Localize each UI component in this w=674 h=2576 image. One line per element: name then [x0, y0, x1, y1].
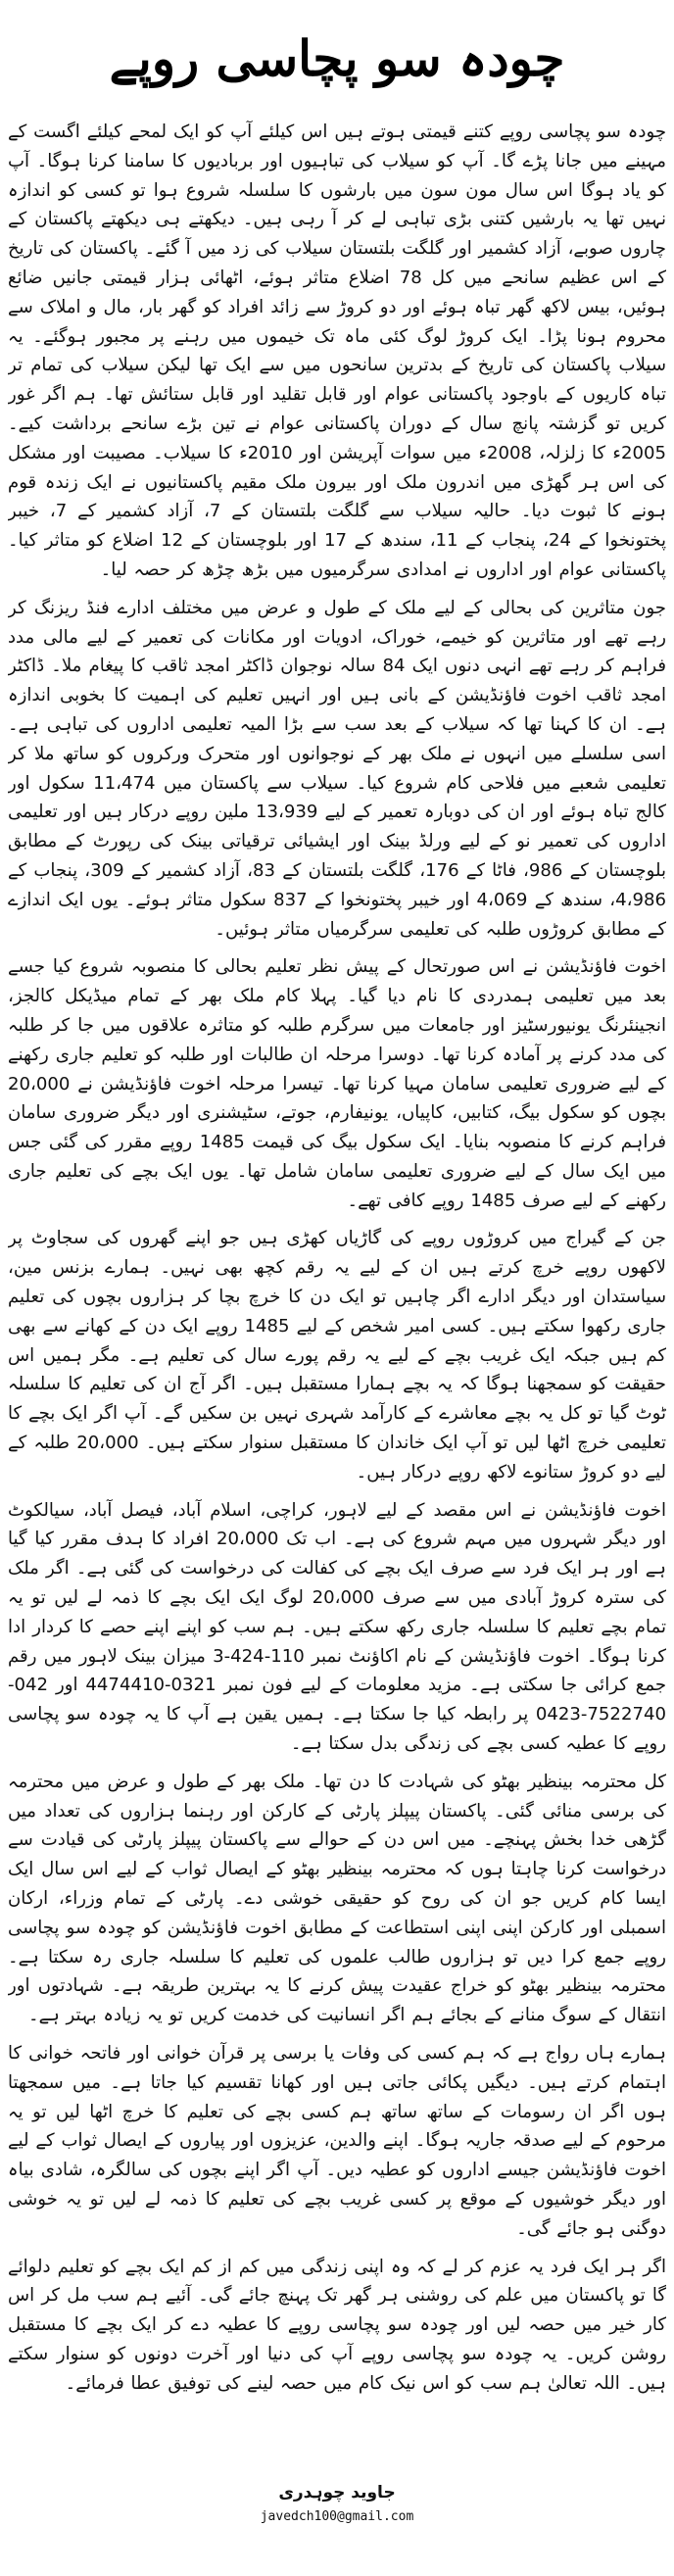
- page-title: چودہ سو پچاسی روپے: [109, 29, 565, 87]
- article-body: [8, 118, 666, 2474]
- article-paragraph: جن کے گیراج میں کروڑوں روپے کی گاڑیاں کھڑی ہیں جو اپنے گھروں کی سجاوٹ پر لاکھوں روپے خرچ کرتے ہیں ان کے لیے یہ رقم کچھ بھی نہیں۔ ہمارے بزنس مین، سیاستدان اور دیگر ادارے اگر چاہیں تو ایک دن کا خرچ بچا کر ہزاروں بچوں کی تعلیم جاری رکھوا سکتے ہیں۔ کسی امیر شخص کے لیے 1485 روپے ایک دن کے کھانے سے بھی کم ہیں جبکہ ایک غریب بچے کے لیے یہ رقم پورے سال کی تعلیم ہے۔ مگر ہمیں اس حقیقت کو سمجھنا ہوگا کہ یہ بچے ہمارا مستقبل ہیں۔ اگر آج ان کی تعلیم کا سلسلہ ٹوٹ گیا تو کل یہ بچے معاشرے کے کارآمد شہری نہیں بن سکیں گے۔ آپ اگر ایک بچے کا تعلیمی خرچ اٹھا لیں تو آپ ایک خاندان کا مستقبل سنوار سکتے ہیں۔ 20،000 طلبہ کے لیے دو کروڑ ستانوے لاکھ روپے درکار ہیں۔: [8, 1228, 666, 1482]
- article-paragraph: چودہ سو پچاسی روپے کتنے قیمتی ہوتے ہیں اس کیلئے آپ کو ایک لمحے کیلئے اگست کے مہینے میں جانا پڑے گا۔ آپ کو سیلاب کی تباہیوں اور بربادیوں کا سامنا کرنا ہوگا۔ آپ کو یاد ہوگا اس سال مون سون میں بارشوں کا سلسلہ شروع ہوا تو کسی کو اندازہ نہیں تھا یہ بارشیں کتنی بڑی تباہی لے کر آ رہی ہیں۔ دیکھتے ہی دیکھتے پاکستان کے چاروں صوبے، آزاد کشمیر اور گلگت بلتستان سیلاب کی زد میں آ گئے۔ پاکستان کی تاریخ کے اس عظیم سانحے میں کل 78 اضلاع متاثر ہوئے، اٹھائی ہزار قیمتی جانیں ضائع ہوئیں، بیس لاکھ گھر تباہ ہوئے اور دو کروڑ سے زائد افراد کو گھر بار، مال و املاک سے محروم ہونا پڑا۔ ایک کروڑ لوگ کئی ماہ تک خیموں میں رہنے پر مجبور ہوگئے۔ یہ سیلاب پاکستان کی تاریخ کے بدترین سانحوں میں سے ایک تھا لیکن سیلاب کی تمام تر تباہ کاریوں کے باوجود پاکستانی عوام اور قابل تقلید اور قابل ستائش تھا۔ ہم اگر غور کریں تو گزشتہ پانچ سال کے دوران پاکستانی عوام نے تین بڑے سانحے برداشت کیے۔ 2005ء کا زلزلہ، 2008ء میں سوات آپریشن اور 2010ء کا سیلاب۔ مصیبت اور مشکل کی اس ہر گھڑی میں اندرون ملک اور بیرون ملک مقیم پاکستانیوں نے ایک زندہ قوم ہونے کا ثبوت دیا۔ حالیہ سیلاب سے گلگت بلتستان کے 7، آزاد کشمیر کے 7، خیبر پختونخوا کے 24، پنجاب کے 11، سندھ کے 17 اور بلوچستان کے 12 اضلاع کو متاثر کیا۔ پاکستانی عوام اور اداروں نے امدادی سرگرمیوں میں بڑھ چڑھ کر حصہ لیا۔: [8, 122, 666, 580]
- article-paragraph: جون متاثرین کی بحالی کے لیے ملک کے طول و عرض میں مختلف ادارے فنڈ ریزنگ کر رہے تھے اور متاثرین کو خیمے، خوراک، ادویات اور مکانات کی تعمیر کے لیے مالی مدد فراہم کر رہے تھے انہی دنوں ایک 84 سالہ نوجوان ڈاکٹر امجد ثاقب کا پیغام ملا۔ ڈاکٹر امجد ثاقب اخوت فاؤنڈیشن کے بانی ہیں اور انہیں تعلیم کی اہمیت کا بخوبی اندازہ ہے۔ ان کا کہنا تھا کہ سیلاب کے بعد سب سے بڑا المیہ تعلیمی اداروں کی تباہی ہے۔ اسی سلسلے میں انہوں نے ملک بھر کے نوجوانوں اور متحرک ورکروں کو ساتھ ملا کر تعلیمی شعبے میں فلاحی کام شروع کیا۔ سیلاب سے پاکستان میں 11،474 سکول اور کالج تباہ ہوئے اور ان کی دوبارہ تعمیر کے لیے 13،939 ملین روپے درکار ہیں اور تعلیمی اداروں کی تعمیر نو کے لیے ورلڈ بینک اور ایشیائی ترقیاتی بینک کی رپورٹ کے مطابق بلوچستان کے 986، فاٹا کے 176، گلگت بلتستان کے 83، آزاد کشمیر کے 309، پنجاب کے 4،986، سندھ کے 4،069 اور خیبر پختونخوا کے 837 سکول متاثر ہوئے۔ یوں ایک اندازے کے مطابق کروڑوں طلبہ کی تعلیمی سرگرمیاں متاثر ہوئیں۔: [8, 597, 666, 940]
- author-name: جاوید چوہدری: [278, 2483, 396, 2503]
- article-paragraph: اخوت فاؤنڈیشن نے اس مقصد کے لیے لاہور، کراچی، اسلام آباد، فیصل آباد، سیالکوٹ اور دیگر شہروں میں مہم شروع کی ہے۔ اب تک 20،000 افراد کا ہدف مقرر کیا گیا ہے اور ہر ایک فرد سے صرف ایک بچے کی کفالت کی درخواست کی گئی ہے۔ اگر ملک کی سترہ کروڑ آبادی میں سے صرف 20،000 لوگ ایک ایک بچے کا ذمہ لے لیں تو یہ تمام بچے تعلیم کا سلسلہ جاری رکھ سکتے ہیں۔ ہم سب کو اپنے اپنے حصے کا کردار ادا کرنا ہوگا۔ اخوت فاؤنڈیشن کے نام اکاؤنٹ نمبر 110-424-3 میزان بینک لاہور میں رقم جمع کرائی جا سکتی ہے۔ مزید معلومات کے لیے فون نمبر 0321-4474410 اور 042-7522740-0423 پر رابطہ کیا جا سکتا ہے۔ ہمیں یقین ہے آپ کا یہ چودہ سو پچاسی روپے کا عطیہ کسی بچے کی زندگی بدل سکتا ہے۔: [8, 1499, 666, 1755]
- article-paragraph: کل محترمہ بینظیر بھٹو کی شہادت کا دن تھا۔ ملک بھر کے طول و عرض میں محترمہ کی برسی منائی گئی۔ پاکستان پیپلز پارٹی کے کارکن اور رہنما ہزاروں کی تعداد میں گڑھی خدا بخش پہنچے۔ میں اس دن کے حوالے سے پاکستان پیپلز پارٹی کی قیادت سے درخواست کرنا چاہتا ہوں کہ محترمہ بینظیر بھٹو کے ایصال ثواب کے لیے اس سال ایک ایسا کام کریں جو ان کی روح کو حقیقی خوشی دے۔ پارٹی کے تمام وزراء، ارکان اسمبلی اور کارکن اپنی اپنی استطاعت کے مطابق اخوت فاؤنڈیشن کو چودہ سو پچاسی روپے جمع کرا دیں تو ہزاروں طالب علموں کی تعلیم کا سلسلہ جاری رہ سکتا ہے۔ محترمہ بینظیر بھٹو کو خراج عقیدت پیش کرنے کا یہ بہترین طریقہ ہے۔ شہادتوں اور انتقال کے سوگ منانے کے بجائے ہم اگر انسانیت کی خدمت کریں تو یہ زیادہ بہتر ہے۔: [8, 1771, 666, 2026]
- author-email[interactable]: javedch100@gmail.com: [260, 2509, 414, 2524]
- article-paragraph: اخوت فاؤنڈیشن نے اس صورتحال کے پیش نظر تعلیم بحالی کا منصوبہ شروع کیا جسے بعد میں تعلیمی ہمدردی کا نام دیا گیا۔ پہلا کام ملک بھر کے تمام میڈیکل کالجز، انجینئرنگ یونیورسٹیز اور جامعات میں سرگرم طلبہ کو متاثرہ علاقوں میں جا کر طلبہ کی مدد کرنے پر آمادہ کرنا تھا۔ دوسرا مرحلہ ان طالبات اور طلبہ کو تعلیم جاری رکھنے کے لیے ضروری تعلیمی سامان مہیا کرنا تھا۔ تیسرا مرحلہ اخوت فاؤنڈیشن نے 20،000 بچوں کو سکول بیگ، کتابیں، کاپیاں، یونیفارم، جوتے، سٹیشنری اور دیگر ضروری سامان فراہم کرنے کا منصوبہ بنایا۔ ایک سکول بیگ کی قیمت 1485 روپے مقرر کی گئی جس میں ایک سال کے لیے ضروری تعلیمی سامان شامل تھا۔ یوں ایک بچے کی تعلیم جاری رکھنے کے لیے صرف 1485 روپے کافی تھے۔: [8, 956, 666, 1211]
- article-paragraph: ہمارے ہاں رواج ہے کہ ہم کسی کی وفات یا برسی پر قرآن خوانی اور فاتحہ خوانی کا اہتمام کرتے ہیں۔ دیگیں پکائی جاتی ہیں اور کھانا تقسیم کیا جاتا ہے۔ میں سمجھتا ہوں اگر ان رسومات کے ساتھ ساتھ ہم کسی بچے کی تعلیم کا خرچ اٹھا لیں تو یہ مرحوم کے لیے صدقہ جاریہ ہوگا۔ اپنے والدین، عزیزوں اور پیاروں کے ایصال ثواب کے لیے اخوت فاؤنڈیشن جیسے اداروں کو عطیہ دیں۔ آپ اگر اپنے بچوں کی سالگرہ، شادی بیاہ اور دیگر خوشیوں کے موقع پر کسی غریب بچے کی تعلیم کا ذمہ لے لیں تو یہ خوشی دوگنی ہو جائے گی۔: [8, 2043, 666, 2239]
- article-paragraph: اگر ہر ایک فرد یہ عزم کر لے کہ وہ اپنی زندگی میں کم از کم ایک بچے کو تعلیم دلوائے گا تو پاکستان میں علم کی روشنی ہر گھر تک پہنچ جائے گی۔ آئیے ہم سب مل کر اس کار خیر میں حصہ لیں اور چودہ سو پچاسی روپے کا عطیہ دے کر ایک بچے کا مستقبل روشن کریں۔ یہ چودہ سو پچاسی روپے آپ کی دنیا اور آخرت دونوں کو سنوار سکتے ہیں۔ اللہ تعالیٰ ہم سب کو اس نیک کام میں حصہ لینے کی توفیق عطا فرمائے۔: [8, 2256, 666, 2394]
- signature-block: [8, 2474, 666, 2576]
